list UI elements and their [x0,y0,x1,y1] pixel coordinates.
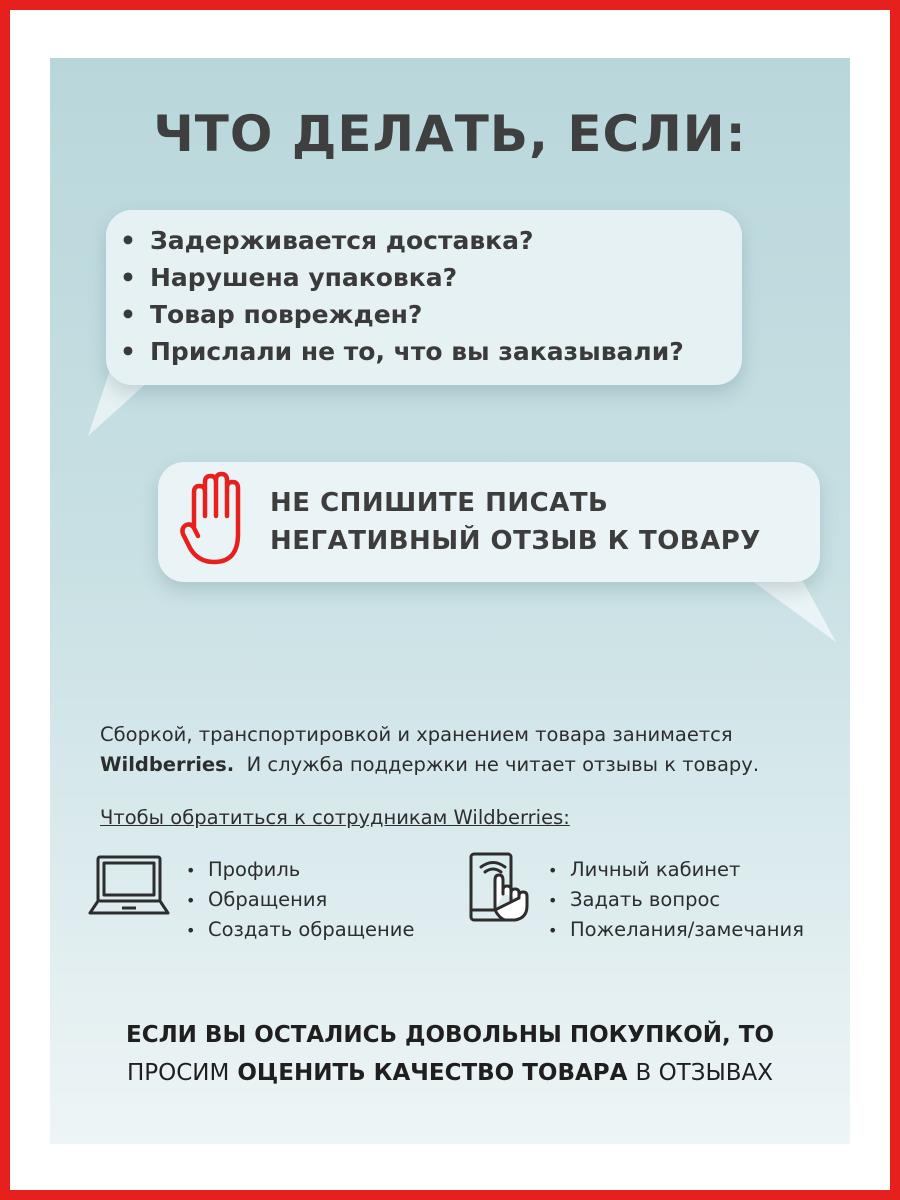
list-item: • Нарушена упаковка? [120,263,458,292]
tablet-touch-icon [467,852,543,924]
list-item: • Прислали не то, что вы заказывали? [120,337,684,366]
page-title: ЧТО ДЕЛАТЬ, ЕСЛИ: [153,105,747,163]
desktop-menu-list [186,855,414,945]
list-item: • Задерживается доставка? [120,226,534,255]
list-item: • Личный кабинет [548,858,741,881]
warning-message: НЕ СПИШИТЕ ПИСАТЬ НЕГАТИВНЫЙ ОТЗЫВ К ТОВАРУ [270,488,761,556]
list-item: • Задать вопрос [548,888,721,911]
list-item: • Пожелания/замечания [548,918,804,941]
review-request: ЕСЛИ ВЫ ОСТАЛИСЬ ДОВОЛЬНЫ ПОКУПКОЙ, ТО ПРОСИМ ОЦЕНИТЬ КАЧЕСТВО ТОВАРА В ОТЗЫВАХ [125,1022,775,1086]
info-paragraph: Сборкой, транспортировкой и хранением товара занимается Wildberries. И служба поддержки не читает отзывы к товару. [100,723,760,776]
mobile-menu-list [548,855,804,945]
questions-list [120,222,684,370]
stop-hand-icon [180,470,250,570]
list-item: • Профиль [186,858,301,881]
brand-name: Wildberries. [100,753,235,776]
laptop-icon [88,853,170,919]
list-item: • Обращения [186,888,328,911]
list-item: • Товар поврежден? [120,300,423,329]
contact-heading: Чтобы обратиться к сотрудникам Wildberries: [100,806,570,829]
speech-bubble-tail-right [740,572,840,644]
list-item: • Создать обращение [186,918,415,941]
